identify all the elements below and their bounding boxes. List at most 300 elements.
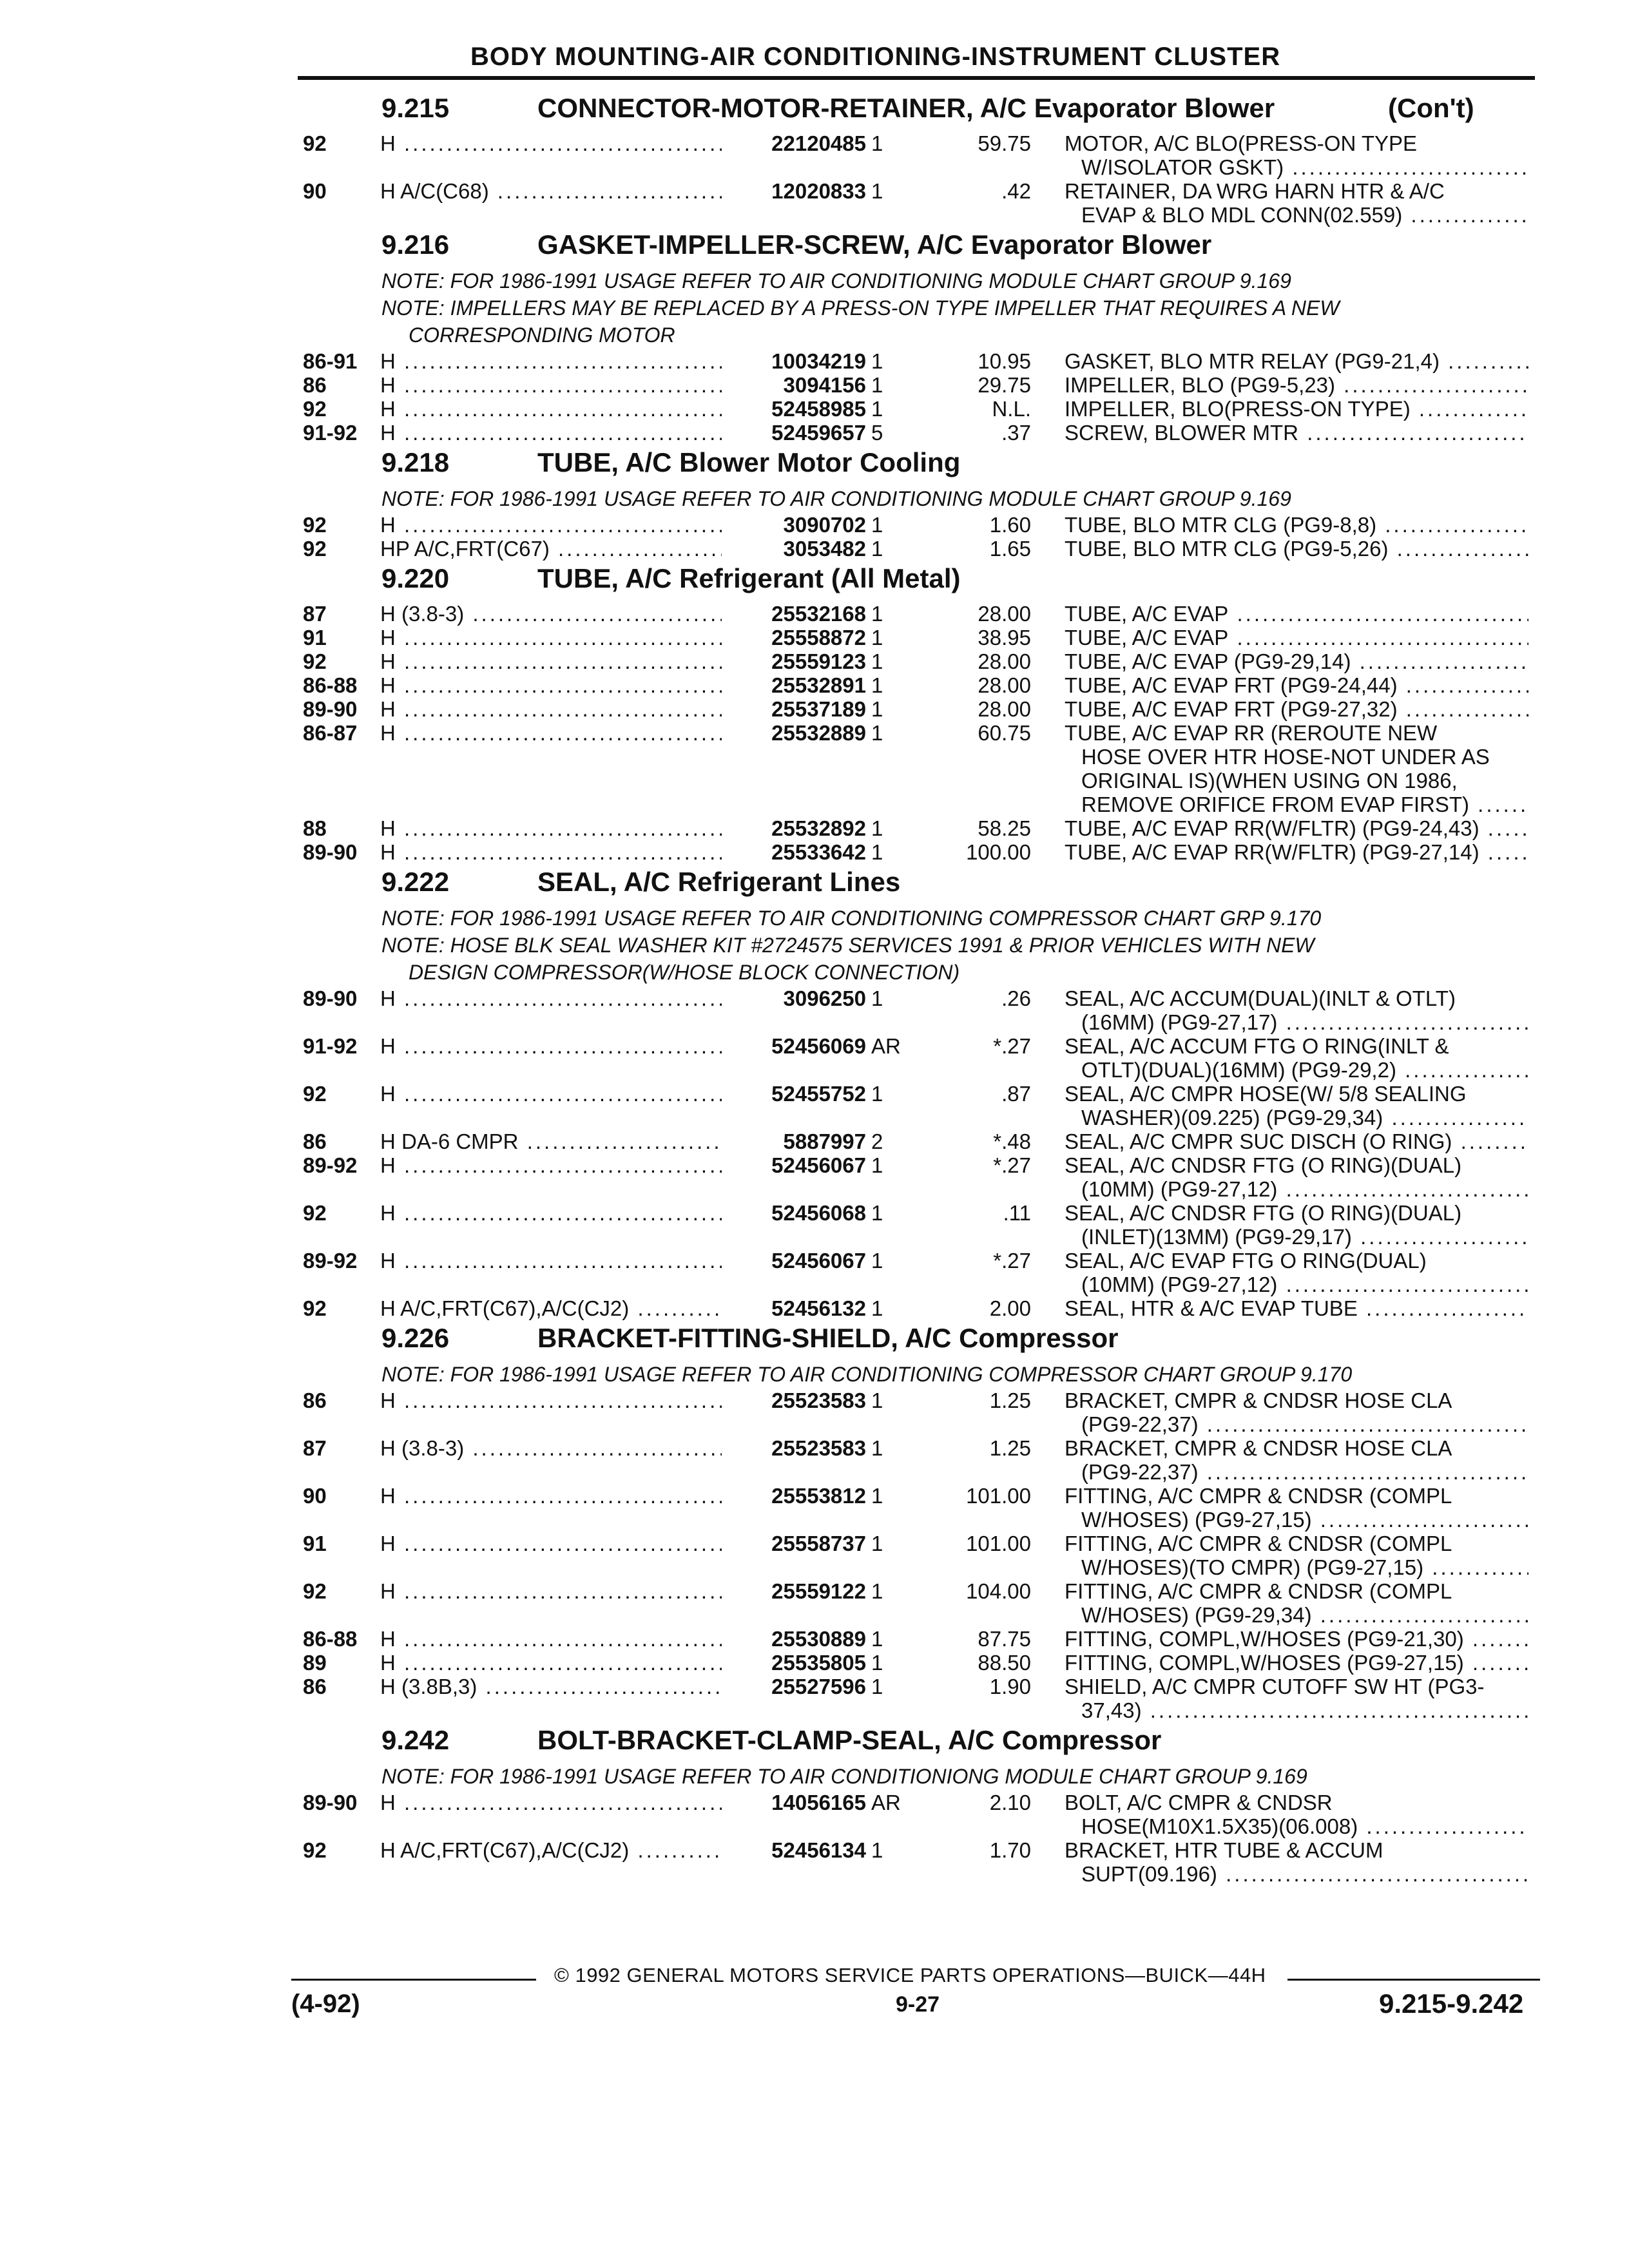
part-row bbox=[0, 537, 1629, 561]
price: 2.10 bbox=[989, 1791, 1031, 1814]
usage-code: H ..... bbox=[380, 421, 722, 445]
model-years: 92 bbox=[303, 1201, 327, 1225]
part-name bbox=[1065, 131, 1528, 179]
quantity: 1 bbox=[871, 1675, 883, 1698]
usage-code: H ..... bbox=[380, 697, 722, 721]
usage-code: H ..... bbox=[380, 1201, 722, 1225]
part-name bbox=[1065, 1129, 1528, 1153]
section-note: NOTE: FOR 1986-1991 USAGE REFER TO AIR CONDITIONIONG MODULE CHART GROUP 9.169 bbox=[381, 1765, 1307, 1788]
part-name bbox=[1065, 626, 1528, 649]
model-years: 92 bbox=[303, 131, 327, 155]
part-name-line: WASHER)(09.225) (PG9-29,34) ..... bbox=[1065, 1106, 1528, 1129]
model-years: 92 bbox=[303, 1838, 327, 1862]
footer-rule-right bbox=[1287, 1979, 1540, 1981]
quantity: 1 bbox=[871, 986, 883, 1010]
usage-code: H ..... bbox=[380, 1153, 722, 1177]
part-number: 52456067 bbox=[722, 1249, 866, 1273]
section-title: CONNECTOR-MOTOR-RETAINER, A/C Evaporator Blower bbox=[537, 93, 1275, 123]
part-name-line: SHIELD, A/C CMPR CUTOFF SW HT (PG3- bbox=[1065, 1675, 1485, 1698]
part-row bbox=[0, 1201, 1629, 1249]
part-row bbox=[0, 1484, 1629, 1532]
usage-code: H ..... bbox=[380, 1249, 722, 1273]
part-name-line: BRACKET, CMPR & CNDSR HOSE CLA bbox=[1065, 1436, 1452, 1460]
part-name-line: FITTING, A/C CMPR & CNDSR (COMPL bbox=[1065, 1484, 1452, 1508]
part-name bbox=[1065, 349, 1528, 373]
price: 59.75 bbox=[978, 131, 1031, 155]
part-number: 10034219 bbox=[722, 349, 866, 373]
usage-code: H A/C,FRT(C67),A/C(CJ2) ..... bbox=[380, 1838, 722, 1862]
part-name bbox=[1065, 1838, 1528, 1886]
usage-code: H ..... bbox=[380, 373, 722, 397]
quantity: 1 bbox=[871, 1153, 883, 1177]
usage-code: H (3.8B,3) ..... bbox=[380, 1675, 722, 1698]
part-number: 25537189 bbox=[722, 697, 866, 721]
price: *.27 bbox=[993, 1034, 1031, 1058]
quantity: 1 bbox=[871, 1296, 883, 1320]
section-number: 9.220 bbox=[381, 563, 450, 593]
usage-code: H ..... bbox=[380, 673, 722, 697]
model-years: 88 bbox=[303, 816, 327, 840]
part-name bbox=[1065, 1082, 1528, 1129]
model-years: 87 bbox=[303, 602, 327, 626]
part-number: 52456069 bbox=[722, 1034, 866, 1058]
part-name-line: FITTING, A/C CMPR & CNDSR (COMPL bbox=[1065, 1532, 1452, 1555]
part-number: 52456068 bbox=[722, 1201, 866, 1225]
model-years: 92 bbox=[303, 513, 327, 537]
part-name-line: TUBE, A/C EVAP RR (REROUTE NEW bbox=[1065, 721, 1438, 745]
model-years: 89-90 bbox=[303, 697, 358, 721]
usage-code: H ..... bbox=[380, 1389, 722, 1412]
price: .26 bbox=[1001, 986, 1031, 1010]
part-row bbox=[0, 986, 1629, 1034]
part-name-line: SEAL, A/C ACCUM FTG O RING(INLT & bbox=[1065, 1034, 1449, 1058]
usage-code: H ..... bbox=[380, 649, 722, 673]
part-row bbox=[0, 1034, 1629, 1082]
usage-code: H ..... bbox=[380, 721, 722, 745]
footer-rule-left bbox=[291, 1979, 536, 1981]
usage-code: H ..... bbox=[380, 131, 722, 155]
quantity: 1 bbox=[871, 513, 883, 537]
part-number: 25523583 bbox=[722, 1389, 866, 1412]
section-number: 9.242 bbox=[381, 1725, 450, 1755]
model-years: 86 bbox=[303, 1675, 327, 1698]
model-years: 89-90 bbox=[303, 986, 358, 1010]
quantity: AR bbox=[871, 1034, 901, 1058]
price: 28.00 bbox=[978, 673, 1031, 697]
part-row bbox=[0, 1838, 1629, 1886]
section-header bbox=[0, 864, 1629, 905]
part-name bbox=[1065, 1436, 1528, 1484]
part-row bbox=[0, 697, 1629, 721]
part-name-line: TUBE, A/C EVAP FRT (PG9-24,44) ..... bbox=[1065, 673, 1528, 697]
part-name bbox=[1065, 1201, 1528, 1249]
price: 1.90 bbox=[989, 1675, 1031, 1698]
price: *.27 bbox=[993, 1153, 1031, 1177]
part-name-line: FITTING, COMPL,W/HOSES (PG9-27,15) ..... bbox=[1065, 1651, 1528, 1675]
quantity: 1 bbox=[871, 179, 883, 203]
quantity: 1 bbox=[871, 1484, 883, 1508]
quantity: 1 bbox=[871, 1838, 883, 1862]
part-name-line: SEAL, A/C CMPR HOSE(W/ 5/8 SEALING bbox=[1065, 1082, 1467, 1106]
model-years: 92 bbox=[303, 537, 327, 561]
quantity: 2 bbox=[871, 1129, 883, 1153]
part-number: 52458985 bbox=[722, 397, 866, 421]
part-name-line: BRACKET, CMPR & CNDSR HOSE CLA bbox=[1065, 1389, 1452, 1412]
quantity: 1 bbox=[871, 840, 883, 864]
section-note: CORRESPONDING MOTOR bbox=[409, 323, 675, 347]
price: 101.00 bbox=[966, 1532, 1031, 1555]
section-note: NOTE: FOR 1986-1991 USAGE REFER TO AIR CONDITIONING COMPRESSOR CHART GRP 9.170 bbox=[381, 907, 1322, 930]
price: .11 bbox=[1003, 1201, 1031, 1225]
section-title: BOLT-BRACKET-CLAMP-SEAL, A/C Compressor bbox=[537, 1725, 1162, 1755]
part-name bbox=[1065, 373, 1528, 397]
model-years: 91 bbox=[303, 1532, 327, 1555]
price: 1.25 bbox=[989, 1389, 1031, 1412]
price: 1.25 bbox=[989, 1436, 1031, 1460]
section-continued: (Con't) bbox=[1388, 93, 1474, 123]
price: 10.95 bbox=[978, 349, 1031, 373]
model-years: 92 bbox=[303, 397, 327, 421]
price: 88.50 bbox=[978, 1651, 1031, 1675]
part-name-line: SUPT(09.196) ..... bbox=[1065, 1862, 1528, 1886]
part-number: 52459657 bbox=[722, 421, 866, 445]
part-number: 22120485 bbox=[722, 131, 866, 155]
footer-group-range: 9.215-9.242 bbox=[1379, 1988, 1524, 2019]
footer-date: (4-92) bbox=[291, 1990, 360, 2018]
part-name-line: (INLET)(13MM) (PG9-29,17) ..... bbox=[1065, 1225, 1528, 1249]
section-title: GASKET-IMPELLER-SCREW, A/C Evaporator Blower bbox=[537, 229, 1212, 260]
part-name-line: TUBE, A/C EVAP (PG9-29,14) ..... bbox=[1065, 649, 1528, 673]
part-name bbox=[1065, 649, 1528, 673]
part-row bbox=[0, 1389, 1629, 1436]
part-name-line: RETAINER, DA WRG HARN HTR & A/C bbox=[1065, 179, 1445, 203]
part-name bbox=[1065, 1627, 1528, 1651]
price: 2.00 bbox=[989, 1296, 1031, 1320]
quantity: 1 bbox=[871, 1436, 883, 1460]
quantity: 1 bbox=[871, 1627, 883, 1651]
part-number: 3094156 bbox=[722, 373, 866, 397]
section-header bbox=[0, 445, 1629, 486]
part-name bbox=[1065, 673, 1528, 697]
price: 1.60 bbox=[989, 513, 1031, 537]
part-number: 25532168 bbox=[722, 602, 866, 626]
part-row bbox=[0, 816, 1629, 840]
price: 28.00 bbox=[978, 697, 1031, 721]
part-name bbox=[1065, 397, 1528, 421]
quantity: 5 bbox=[871, 421, 883, 445]
part-row bbox=[0, 840, 1629, 864]
part-number: 25527596 bbox=[722, 1675, 866, 1698]
model-years: 86-88 bbox=[303, 1627, 358, 1651]
part-row bbox=[0, 626, 1629, 649]
part-name bbox=[1065, 1034, 1528, 1082]
quantity: 1 bbox=[871, 537, 883, 561]
part-name bbox=[1065, 602, 1528, 626]
part-number: 25532889 bbox=[722, 721, 866, 745]
quantity: 1 bbox=[871, 649, 883, 673]
part-name bbox=[1065, 1153, 1528, 1201]
part-name-line: TUBE, A/C EVAP ..... bbox=[1065, 602, 1528, 626]
part-row bbox=[0, 1129, 1629, 1153]
part-name-line: TUBE, BLO MTR CLG (PG9-5,26) ..... bbox=[1065, 537, 1528, 561]
price: N.L. bbox=[992, 397, 1031, 421]
price: 1.65 bbox=[989, 537, 1031, 561]
part-name-line: REMOVE ORIFICE FROM EVAP FIRST) ..... bbox=[1065, 793, 1528, 816]
section-note: NOTE: HOSE BLK SEAL WASHER KIT #2724575 SERVICES 1991 & PRIOR VEHICLES WITH NEW bbox=[381, 934, 1315, 957]
quantity: 1 bbox=[871, 1389, 883, 1412]
section-note: DESIGN COMPRESSOR(W/HOSE BLOCK CONNECTION) bbox=[409, 961, 960, 984]
part-name-line: FITTING, A/C CMPR & CNDSR (COMPL bbox=[1065, 1579, 1452, 1603]
part-name-line: W/ISOLATOR GSKT) ..... bbox=[1065, 155, 1528, 179]
part-name-line: OTLT)(DUAL)(16MM) (PG9-29,2) ..... bbox=[1065, 1058, 1528, 1082]
part-name bbox=[1065, 1532, 1528, 1579]
part-name-line: SEAL, HTR & A/C EVAP TUBE ..... bbox=[1065, 1296, 1528, 1320]
part-name-line: TUBE, A/C EVAP RR(W/FLTR) (PG9-27,14) ..... bbox=[1065, 840, 1528, 864]
part-name-line: W/HOSES)(TO CMPR) (PG9-27,15) ..... bbox=[1065, 1555, 1528, 1579]
part-name-line: ORIGINAL IS)(WHEN USING ON 1986, bbox=[1081, 769, 1458, 793]
quantity: 1 bbox=[871, 697, 883, 721]
model-years: 91-92 bbox=[303, 421, 358, 445]
quantity: 1 bbox=[871, 397, 883, 421]
part-name-line: 37,43) ..... bbox=[1065, 1698, 1528, 1722]
part-name bbox=[1065, 1249, 1528, 1296]
model-years: 92 bbox=[303, 1296, 327, 1320]
part-number: 25532892 bbox=[722, 816, 866, 840]
price: 1.70 bbox=[989, 1838, 1031, 1862]
quantity: 1 bbox=[871, 131, 883, 155]
section-number: 9.215 bbox=[381, 93, 450, 123]
part-name-line: SEAL, A/C CNDSR FTG (O RING)(DUAL) bbox=[1065, 1201, 1462, 1225]
part-number: 3053482 bbox=[722, 537, 866, 561]
section-header bbox=[0, 1722, 1629, 1763]
part-number: 25535805 bbox=[722, 1651, 866, 1675]
part-name-line: BOLT, A/C CMPR & CNDSR bbox=[1065, 1791, 1333, 1814]
price: .42 bbox=[1001, 179, 1031, 203]
part-number: 25532891 bbox=[722, 673, 866, 697]
part-name bbox=[1065, 697, 1528, 721]
part-row bbox=[0, 649, 1629, 673]
usage-code: H ..... bbox=[380, 349, 722, 373]
model-years: 86 bbox=[303, 1389, 327, 1412]
quantity: 1 bbox=[871, 1532, 883, 1555]
usage-code: H ..... bbox=[380, 1791, 722, 1814]
model-years: 89-92 bbox=[303, 1153, 358, 1177]
part-number: 25558737 bbox=[722, 1532, 866, 1555]
part-name-line: BRACKET, HTR TUBE & ACCUM bbox=[1065, 1838, 1383, 1862]
price: 28.00 bbox=[978, 649, 1031, 673]
price: 28.00 bbox=[978, 602, 1031, 626]
model-years: 91-92 bbox=[303, 1034, 358, 1058]
model-years: 90 bbox=[303, 1484, 327, 1508]
part-row bbox=[0, 421, 1629, 445]
part-number: 52456134 bbox=[722, 1838, 866, 1862]
part-name bbox=[1065, 1389, 1528, 1436]
part-number: 25558872 bbox=[722, 626, 866, 649]
usage-code: H ..... bbox=[380, 816, 722, 840]
part-row bbox=[0, 1436, 1629, 1484]
part-number: 25559123 bbox=[722, 649, 866, 673]
price: .37 bbox=[1001, 421, 1031, 445]
usage-code: H (3.8-3) ..... bbox=[380, 602, 722, 626]
price: 101.00 bbox=[966, 1484, 1031, 1508]
part-row bbox=[0, 1082, 1629, 1129]
model-years: 92 bbox=[303, 1579, 327, 1603]
part-row bbox=[0, 1791, 1629, 1838]
quantity: 1 bbox=[871, 602, 883, 626]
part-row bbox=[0, 1627, 1629, 1651]
part-name-line: (10MM) (PG9-27,12) ..... bbox=[1065, 1177, 1528, 1201]
price: 87.75 bbox=[978, 1627, 1031, 1651]
quantity: 1 bbox=[871, 1082, 883, 1106]
part-name-line: SEAL, A/C ACCUM(DUAL)(INLT & OTLT) bbox=[1065, 986, 1456, 1010]
part-name-line: GASKET, BLO MTR RELAY (PG9-21,4) ..... bbox=[1065, 349, 1528, 373]
usage-code: H (3.8-3) ..... bbox=[380, 1436, 722, 1460]
usage-code: H ..... bbox=[380, 626, 722, 649]
part-name bbox=[1065, 1791, 1528, 1838]
section-note: NOTE: IMPELLERS MAY BE REPLACED BY A PRESS-ON TYPE IMPELLER THAT REQUIRES A NEW bbox=[381, 296, 1340, 320]
part-number: 5887997 bbox=[722, 1129, 866, 1153]
part-row bbox=[0, 131, 1629, 179]
part-name-line: TUBE, A/C EVAP ..... bbox=[1065, 626, 1528, 649]
page-header-title: BODY MOUNTING-AIR CONDITIONING-INSTRUMENT CLUSTER bbox=[470, 43, 1281, 71]
section-number: 9.218 bbox=[381, 447, 450, 477]
part-row bbox=[0, 513, 1629, 537]
part-name-line: EVAP & BLO MDL CONN(02.559) ..... bbox=[1065, 203, 1528, 227]
part-number: 52455752 bbox=[722, 1082, 866, 1106]
model-years: 86-87 bbox=[303, 721, 358, 745]
part-name bbox=[1065, 1651, 1528, 1675]
part-number: 3090702 bbox=[722, 513, 866, 537]
part-number: 25553812 bbox=[722, 1484, 866, 1508]
section-title: TUBE, A/C Refrigerant (All Metal) bbox=[537, 563, 961, 593]
part-number: 52456067 bbox=[722, 1153, 866, 1177]
part-name-line: W/HOSES) (PG9-27,15) ..... bbox=[1065, 1508, 1528, 1532]
usage-code: H ..... bbox=[380, 513, 722, 537]
part-name bbox=[1065, 816, 1528, 840]
part-row bbox=[0, 397, 1629, 421]
part-row bbox=[0, 349, 1629, 373]
part-name-line: SEAL, A/C CNDSR FTG (O RING)(DUAL) bbox=[1065, 1153, 1462, 1177]
model-years: 86 bbox=[303, 1129, 327, 1153]
part-name-line: TUBE, A/C EVAP FRT (PG9-27,32) ..... bbox=[1065, 697, 1528, 721]
part-number: 25559122 bbox=[722, 1579, 866, 1603]
quantity: 1 bbox=[871, 1579, 883, 1603]
usage-code: H DA-6 CMPR ..... bbox=[380, 1129, 722, 1153]
part-row bbox=[0, 721, 1629, 816]
model-years: 86-88 bbox=[303, 673, 358, 697]
part-name-line: HOSE(M10X1.5X35)(06.008) ..... bbox=[1065, 1814, 1528, 1838]
section-number: 9.226 bbox=[381, 1323, 450, 1353]
price: *.27 bbox=[993, 1249, 1031, 1273]
part-row bbox=[0, 1579, 1629, 1627]
section-number: 9.222 bbox=[381, 867, 450, 897]
part-row bbox=[0, 1153, 1629, 1201]
part-name-line: IMPELLER, BLO (PG9-5,23) ..... bbox=[1065, 373, 1528, 397]
usage-code: H ..... bbox=[380, 1627, 722, 1651]
part-row bbox=[0, 1675, 1629, 1722]
part-name-line: SEAL, A/C EVAP FTG O RING(DUAL) bbox=[1065, 1249, 1427, 1273]
quantity: 1 bbox=[871, 673, 883, 697]
part-name-line: TUBE, BLO MTR CLG (PG9-8,8) ..... bbox=[1065, 513, 1528, 537]
part-number: 52456132 bbox=[722, 1296, 866, 1320]
section-header bbox=[0, 1320, 1629, 1361]
part-name-line: (16MM) (PG9-27,17) ..... bbox=[1065, 1010, 1528, 1034]
usage-code: H ..... bbox=[380, 397, 722, 421]
part-name-line: SEAL, A/C CMPR SUC DISCH (O RING) ..... bbox=[1065, 1129, 1528, 1153]
part-row bbox=[0, 1296, 1629, 1320]
price: *.48 bbox=[993, 1129, 1031, 1153]
part-row bbox=[0, 673, 1629, 697]
part-name bbox=[1065, 537, 1528, 561]
model-years: 92 bbox=[303, 649, 327, 673]
section-title: TUBE, A/C Blower Motor Cooling bbox=[537, 447, 961, 477]
part-name-line: MOTOR, A/C BLO(PRESS-ON TYPE bbox=[1065, 131, 1418, 155]
quantity: 1 bbox=[871, 1201, 883, 1225]
model-years: 89-92 bbox=[303, 1249, 358, 1273]
quantity: AR bbox=[871, 1791, 901, 1814]
part-number: 25533642 bbox=[722, 840, 866, 864]
usage-code: H ..... bbox=[380, 840, 722, 864]
price: 60.75 bbox=[978, 721, 1031, 745]
usage-code: H A/C(C68) ..... bbox=[380, 179, 722, 203]
model-years: 86-91 bbox=[303, 349, 358, 373]
part-name bbox=[1065, 513, 1528, 537]
section-number: 9.216 bbox=[381, 229, 450, 260]
header-rule bbox=[298, 76, 1535, 80]
part-name-line: (10MM) (PG9-27,12) ..... bbox=[1065, 1273, 1528, 1296]
model-years: 87 bbox=[303, 1436, 327, 1460]
usage-code: HP A/C,FRT(C67) ..... bbox=[380, 537, 722, 561]
usage-code: H A/C,FRT(C67),A/C(CJ2) ..... bbox=[380, 1296, 722, 1320]
part-name bbox=[1065, 1484, 1528, 1532]
part-row bbox=[0, 1651, 1629, 1675]
part-name-line: HOSE OVER HTR HOSE-NOT UNDER AS bbox=[1081, 745, 1490, 769]
price: 100.00 bbox=[966, 840, 1031, 864]
part-name-line: SCREW, BLOWER MTR ..... bbox=[1065, 421, 1528, 445]
section-note: NOTE: FOR 1986-1991 USAGE REFER TO AIR CONDITIONING MODULE CHART GROUP 9.169 bbox=[381, 487, 1291, 510]
section-header bbox=[0, 90, 1629, 131]
part-number: 12020833 bbox=[722, 179, 866, 203]
model-years: 89-90 bbox=[303, 1791, 358, 1814]
usage-code: H ..... bbox=[380, 1579, 722, 1603]
part-row bbox=[0, 373, 1629, 397]
usage-code: H ..... bbox=[380, 1484, 722, 1508]
section-header bbox=[0, 561, 1629, 602]
model-years: 89 bbox=[303, 1651, 327, 1675]
model-years: 86 bbox=[303, 373, 327, 397]
model-years: 89-90 bbox=[303, 840, 358, 864]
section-title: BRACKET-FITTING-SHIELD, A/C Compressor bbox=[537, 1323, 1119, 1353]
part-row bbox=[0, 1249, 1629, 1296]
model-years: 91 bbox=[303, 626, 327, 649]
part-row bbox=[0, 179, 1629, 227]
part-number: 25530889 bbox=[722, 1627, 866, 1651]
quantity: 1 bbox=[871, 1651, 883, 1675]
footer-copyright: © 1992 GENERAL MOTORS SERVICE PARTS OPERATIONS—BUICK—44H bbox=[554, 1964, 1266, 1986]
footer-page-number: 9-27 bbox=[896, 1992, 940, 2017]
part-number: 3096250 bbox=[722, 986, 866, 1010]
part-row bbox=[0, 602, 1629, 626]
price: 104.00 bbox=[966, 1579, 1031, 1603]
quantity: 1 bbox=[871, 626, 883, 649]
part-name bbox=[1065, 1579, 1528, 1627]
quantity: 1 bbox=[871, 349, 883, 373]
model-years: 90 bbox=[303, 179, 327, 203]
part-name bbox=[1065, 840, 1528, 864]
parts-listing bbox=[0, 90, 1629, 1886]
part-name-line: (PG9-22,37) ..... bbox=[1065, 1460, 1528, 1484]
price: 38.95 bbox=[978, 626, 1031, 649]
